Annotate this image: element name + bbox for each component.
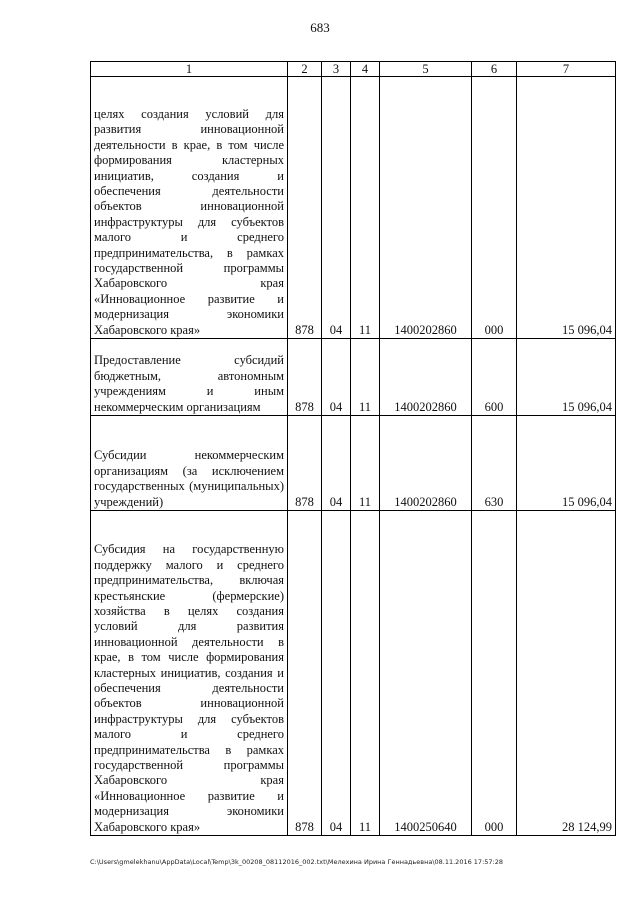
row-grbs: 878 xyxy=(288,339,322,416)
row-expense-type: 600 xyxy=(472,339,517,416)
row-target-article: 1400250640 xyxy=(380,511,472,836)
row-section: 04 xyxy=(322,416,351,511)
row-description: Субсидия на государственную поддержку малого и среднего предпринимательства, включая крестьянские (фермерские) хозяйства в целях создания условий для развития инновационной деятельности в крае, в том числе формирования кластерных инициатив, создания и обеспечения деятельности объектов инновационной инфраструктуры для субъектов малого и среднего предпринимательства в рамках государственной программы Хабаровского края «Инновационное развитие и модернизация экономики Хабаровского края» xyxy=(91,511,288,836)
column-header-6: 6 xyxy=(472,62,517,77)
row-amount: 15 096,04 xyxy=(517,77,616,339)
column-header-5: 5 xyxy=(380,62,472,77)
row-subsection: 11 xyxy=(351,339,380,416)
row-target-article: 1400202860 xyxy=(380,77,472,339)
row-description: Предоставление субсидий бюджетным, автономным учреждениям и иным некоммерческим организациям xyxy=(91,339,288,416)
row-section: 04 xyxy=(322,77,351,339)
row-amount: 15 096,04 xyxy=(517,416,616,511)
file-path-footer: C:\Users\gmelekhanu\AppData\Local\Temp\3k_00208_08112016_002.txt\Мелехина Ирина Геннадьевна\08.11.2016 17:57:28 xyxy=(90,858,503,866)
row-subsection: 11 xyxy=(351,77,380,339)
row-target-article: 1400202860 xyxy=(380,416,472,511)
table-header-row xyxy=(91,62,616,77)
row-section: 04 xyxy=(322,339,351,416)
column-header-7: 7 xyxy=(517,62,616,77)
row-expense-type: 000 xyxy=(472,77,517,339)
row-amount: 28 124,99 xyxy=(517,511,616,836)
table-row xyxy=(91,511,616,836)
table-row xyxy=(91,77,616,339)
table-row xyxy=(91,416,616,511)
row-expense-type: 000 xyxy=(472,511,517,836)
budget-table xyxy=(90,61,616,836)
row-amount: 15 096,04 xyxy=(517,339,616,416)
column-header-2: 2 xyxy=(288,62,322,77)
row-subsection: 11 xyxy=(351,416,380,511)
row-target-article: 1400202860 xyxy=(380,339,472,416)
row-grbs: 878 xyxy=(288,511,322,836)
row-grbs: 878 xyxy=(288,416,322,511)
row-section: 04 xyxy=(322,511,351,836)
column-header-1: 1 xyxy=(91,62,288,77)
row-description: целях создания условий для развития инновационной деятельности в крае, в том числе формирования кластерных инициатив, создания и обеспечения деятельности объектов инновационной инфраструктуры для субъектов малого и среднего предпринимательства, в рамках государственной программы Хабаровского края «Инновационное развитие и модернизация экономики Хабаровского края» xyxy=(91,77,288,339)
row-expense-type: 630 xyxy=(472,416,517,511)
column-header-3: 3 xyxy=(322,62,351,77)
table-row xyxy=(91,339,616,416)
column-header-4: 4 xyxy=(351,62,380,77)
row-subsection: 11 xyxy=(351,511,380,836)
page-number: 683 xyxy=(310,20,330,35)
row-grbs: 878 xyxy=(288,77,322,339)
row-description: Субсидии некоммерческим организациям (за исключением государственных (муниципальных) учреждений) xyxy=(91,416,288,511)
